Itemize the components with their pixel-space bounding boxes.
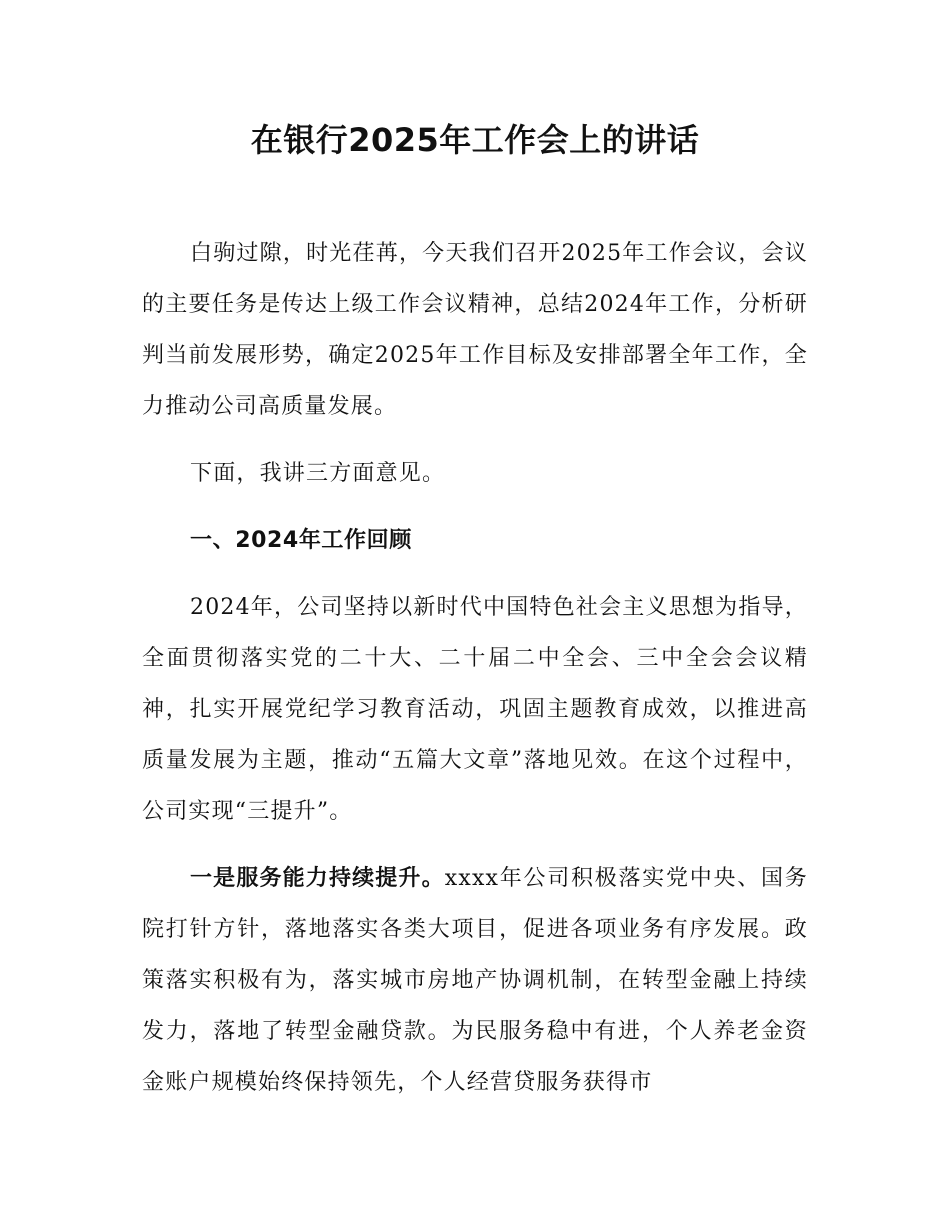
service-capability-paragraph [142,853,808,1108]
outline-paragraph: 下面，我讲三方面意见。 [190,461,446,486]
section-heading-review: 一、2024年工作回顾 [190,528,412,553]
opening-paragraph: 白驹过隙，时光荏苒，今天我们召开2025年工作会议，会议的主要任务是传达上级工作会议精神，总结2024年工作，分析研判当前发展形势，确定2025年工作目标及安排部署全年工作，全力推动公司高质量发展。 [142,241,808,419]
service-capability-lead: 一是服务能力持续提升。 [190,866,445,891]
service-capability-body: xxxx年公司积极落实党中央、国务院打针方针，落地落实各类大项目，促进各项业务有序发展。政策落实积极有为，落实城市房地产协调机制，在转型金融上持续发力，落地了转型金融贷款。为民服务稳中有进，个人养老金资金账户规模始终保持领先，个人经营贷服务获得市 [142,866,809,1095]
review-paragraph: 2024年，公司坚持以新时代中国特色社会主义思想为指导，全面贯彻落实党的二十大、二十届二中全会、三中全会会议精神，扎实开展党纪学习教育活动，巩固主题教育成效，以推进高质量发展为主题，推动“五篇大文章”落地见效。在这个过程中，公司实现“三提升”。 [142,595,808,824]
document-body [142,228,808,1108]
document-title: 在银行2025年工作会上的讲话 [250,121,700,159]
